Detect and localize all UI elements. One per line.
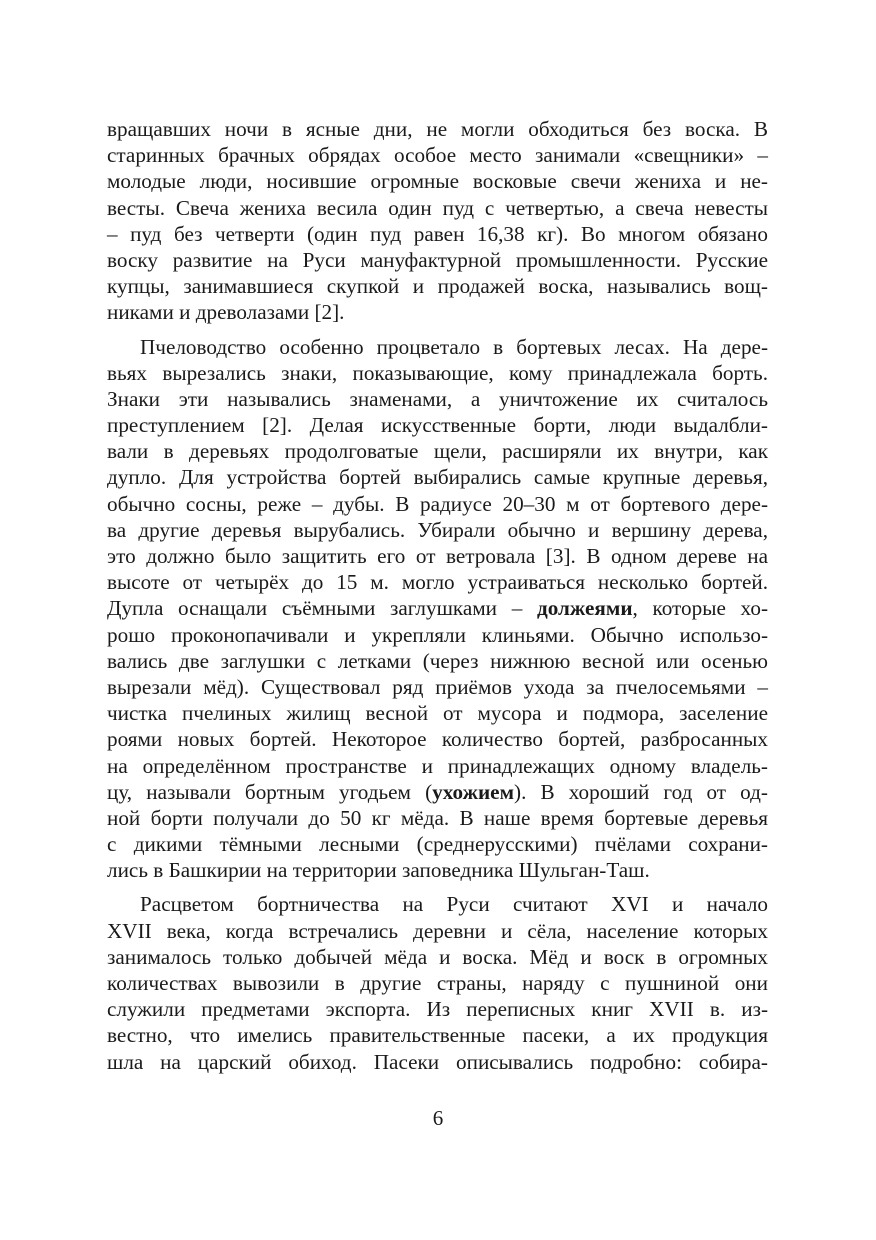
text-run: Расцветом бортничества на Руси считают XVI и начало: [140, 892, 768, 917]
text-line: [107, 142, 768, 168]
text-run: это должно было защитить его от ветровала [3]. В одном дереве на: [107, 544, 768, 568]
text-line: [107, 438, 768, 464]
text-run: вались две заглушки с летками (через нижнюю весной или осенью: [107, 648, 768, 673]
text-run: высоте от четырёх до 15 м. могло устраиваться несколько бортей.: [107, 570, 768, 595]
text-run: вращавших ночи в ясные дни, не могли обходиться без воска. В: [107, 117, 768, 141]
text-run: количествах вывозили в другие страны, наряду с пушниной они: [107, 971, 768, 995]
text-line: [107, 168, 768, 194]
text-run: ). В хороший год от од-: [514, 779, 768, 804]
text-run: шла на царский обиход. Пасеки описывались подробно: собира-: [107, 1049, 768, 1074]
text-run: дупло. Для устройства бортей выбирались самые крупные деревья,: [107, 465, 768, 490]
bold-term: должеями: [537, 596, 633, 621]
text-line: [107, 543, 768, 569]
text-line: [107, 464, 768, 490]
text-line: [107, 753, 768, 779]
text-run: ной борти получали до 50 кг мёда. В наше время бортевые деревья: [107, 805, 768, 830]
text-line: [107, 831, 768, 857]
text-run: ва другие деревья вырубались. Убирали обычно и вершину дерева,: [107, 517, 768, 542]
text-run: старинных брачных обрядах особое место занимали «свещники» –: [107, 143, 768, 168]
text-line: [107, 700, 768, 726]
text-line: [107, 1022, 768, 1048]
text-line: [107, 648, 768, 674]
text-run: никами и древолазами [2].: [107, 300, 345, 325]
page-number: 6: [432, 1106, 444, 1130]
text-run: на определённом пространстве и принадлежащих одному владель-: [107, 753, 768, 778]
text-line: [107, 360, 768, 386]
text-run: преступлением [2]. Делая искусственные борти, люди выдалбли-: [107, 413, 768, 438]
text-line: [107, 386, 768, 412]
text-line: [107, 221, 768, 247]
bold-term: ухожием: [432, 779, 515, 804]
text-run: занималось только добычей мёда и воска. Мёд и воск в огромных: [107, 944, 768, 969]
text-line: [107, 247, 768, 273]
text-line: [107, 1049, 768, 1075]
text-run: лись в Башкирии на территории заповедника Шульган-Таш.: [107, 858, 650, 883]
text-line: [107, 116, 768, 142]
text-run: роями новых бортей. Некоторое количество бортей, разбросанных: [107, 727, 768, 752]
text-line: [107, 569, 768, 595]
text-line: [107, 726, 768, 752]
paragraph-gap: [107, 883, 768, 891]
text-line: [107, 595, 768, 621]
text-run: обычно сосны, реже – дубы. В радиусе 20–30 м от бортевого дере-: [107, 491, 768, 516]
text-line: [107, 517, 768, 543]
body-text: [107, 116, 768, 1075]
text-run: чистка пчелиных жилищ весной от мусора и подмора, заселение: [107, 701, 768, 726]
text-run: XVII века, когда встречались деревни и сёла, население которых: [107, 918, 768, 943]
paragraph: [107, 891, 768, 1074]
text-line: [107, 334, 768, 360]
text-run: вали в деревьях продолговатые щели, расширяли их внутри, как: [107, 439, 768, 464]
text-run: рошо проконопачивали и укрепляли клиньями. Обычно использо-: [107, 622, 768, 647]
text-line: [107, 273, 768, 299]
text-line: [107, 857, 768, 883]
text-run: Дупла оснащали съёмными заглушками –: [107, 596, 538, 621]
text-run: , которые хо-: [632, 596, 768, 621]
text-run: Пчеловодство особенно процветало в бортевых лесах. На дере-: [140, 334, 768, 359]
text-line: [107, 891, 768, 917]
text-line: [107, 412, 768, 438]
text-line: [107, 918, 768, 944]
text-run: служили предметами экспорта. Из переписных книг XVII в. из-: [107, 997, 768, 1022]
text-run: весты. Свеча жениха весила один пуд с четвертью, а свеча невесты: [107, 195, 768, 220]
text-line: [107, 622, 768, 648]
text-line: [107, 674, 768, 700]
text-run: с дикими тёмными лесными (среднерусскими) пчёлами сохрани-: [107, 832, 768, 857]
paragraph: [107, 116, 768, 326]
text-run: купцы, занимавшиеся скупкой и продажей воска, назывались вощ-: [107, 274, 768, 299]
text-line: [107, 491, 768, 517]
text-run: вестно, что имелись правительственные пасеки, а их продукция: [107, 1023, 768, 1048]
text-run: молодые люди, носившие огромные восковые свечи жениха и не-: [107, 169, 768, 194]
text-line: [107, 805, 768, 831]
text-line: [107, 195, 768, 221]
text-run: вьях вырезались знаки, показывающие, кому принадлежала борть.: [107, 360, 768, 385]
text-line: [107, 970, 768, 996]
text-run: Знаки эти назывались знаменами, а уничтожение их считалось: [107, 386, 768, 411]
text-line: [107, 299, 768, 325]
text-run: – пуд без четверти (один пуд равен 16,38 кг). Во многом обязано: [107, 221, 768, 246]
paragraph-gap: [107, 326, 768, 334]
paragraph: [107, 334, 768, 884]
text-run: цу, называли бортным угодьем (: [107, 779, 433, 804]
text-run: воску развитие на Руси мануфактурной промышленности. Русские: [107, 247, 768, 272]
text-run: вырезали мёд). Существовал ряд приёмов ухода за пчелосемьями –: [107, 674, 768, 699]
text-line: [107, 944, 768, 970]
text-line: [107, 779, 768, 805]
text-line: [107, 996, 768, 1022]
